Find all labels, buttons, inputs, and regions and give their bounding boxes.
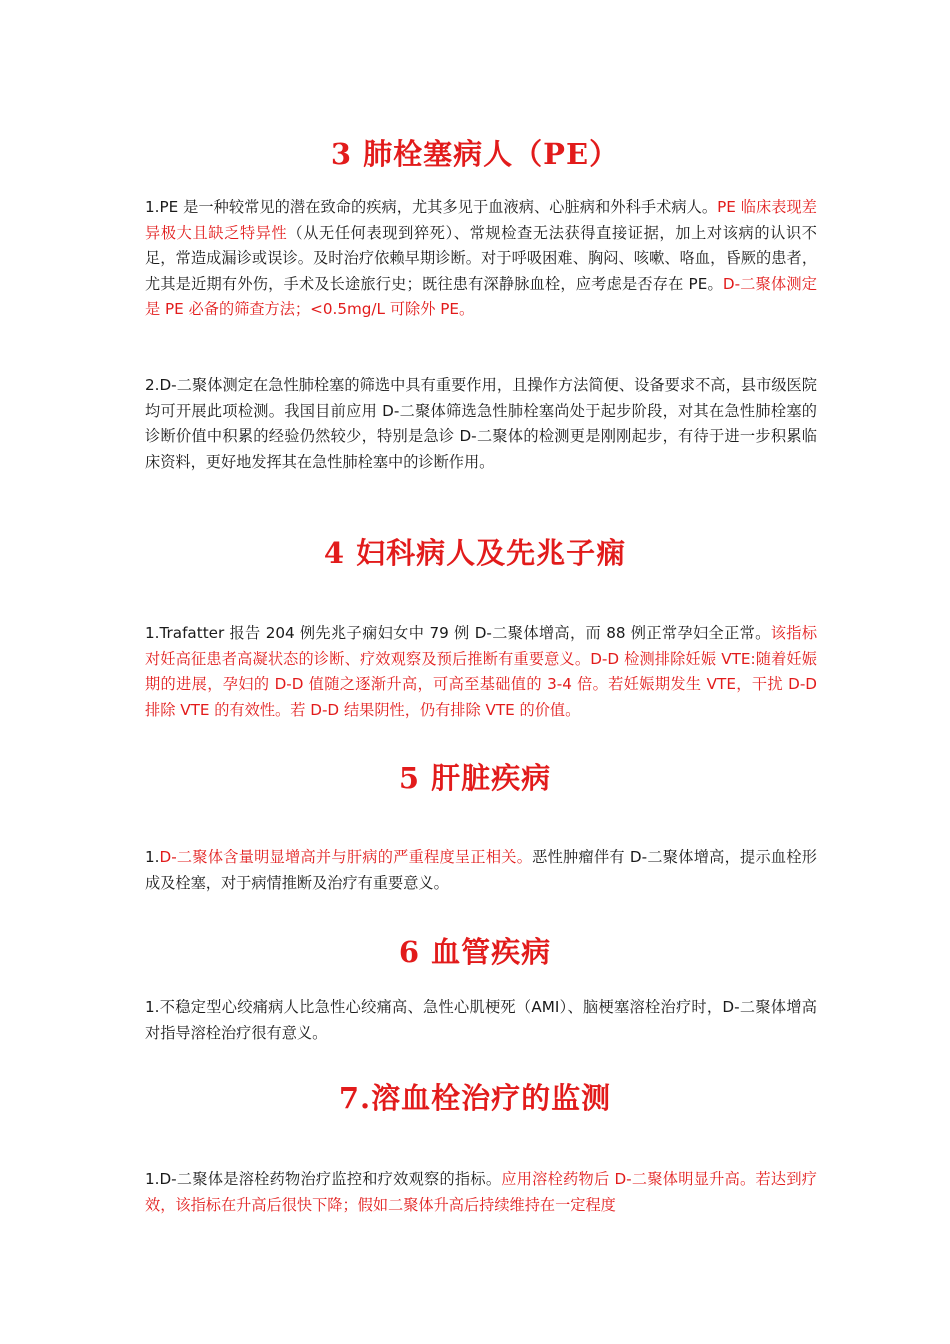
paragraph-thrombolysis-1 (145, 1167, 817, 1218)
text-run: 1.Trafatter 报告 204 例先兆子痫妇女中 79 例 D-二聚体增高，而 88 例正常孕妇全正常。 (145, 624, 771, 642)
highlight-text: D-二聚体测定是 PE 必备的筛查方法；<0.5mg/L 可除外 PE。 (145, 274, 817, 319)
paragraph-gynecology-1 (145, 621, 817, 723)
text-run: 1. (145, 848, 160, 866)
text-run: 1.不稳定型心绞痛病人比急性心绞痛高、急性心肌梗死（AMI）、脑梗塞溶栓治疗时，D-二聚体增高对指导溶栓治疗很有意义。 (145, 998, 817, 1042)
section-heading-vascular: 6 血管疾病 (398, 935, 552, 969)
section-heading-gynecology: 4 妇科病人及先兆子痫 (323, 536, 627, 570)
highlight-text: 该指标对妊高征患者高凝状态的诊断、疗效观察及预后推断有重要意义。D-D 检测排除妊娠 VTE:随着妊娠期的进展，孕妇的 D-D 值随之逐渐升高，可高至基础值的 3-4 倍。若妊娠期发生 VTE，干扰 D-D 排除 VTE 的有效性。若 D-D 结果阴性，仍有排除 VTE 的价值。 (145, 624, 818, 719)
section-heading-pe: 3 肺栓塞病人（PE） (330, 137, 620, 171)
section-heading-liver: 5 肝脏疾病 (398, 761, 552, 795)
text-run: 恶性肿瘤伴有 D-二聚体增高，提示血栓形成及栓塞，对于病情推断及治疗有重要意义。 (145, 848, 817, 892)
text-run: 1.D-二聚体是溶栓药物治疗监控和疗效观察的指标。 (145, 1170, 502, 1188)
section-heading-thrombolysis: 7.溶血栓治疗的监测 (338, 1081, 612, 1115)
paragraph-vascular-1 (145, 995, 817, 1046)
text-run: 1.PE 是一种较常见的潜在致命的疾病，尤其多见于血液病、心脏病和外科手术病人。 (145, 198, 718, 216)
paragraph-liver-1 (145, 845, 817, 896)
paragraph-pe-2 (145, 373, 817, 475)
highlight-text: 应用溶栓药物后 D-二聚体明显升高。若达到疗效，该指标在升高后很快下降；假如二聚体升高后持续维持在一定程度 (145, 1170, 817, 1214)
highlight-text: D-二聚体含量明显增高并与肝病的严重程度呈正相关。 (159, 848, 533, 866)
text-run: （从无任何表现到猝死）、常规检查无法获得直接证据，加上对该病的认识不足，常造成漏诊或误诊。及时治疗依赖早期诊断。对于呼吸困难、胸闷、咳嗽、咯血，昏厥的患者，尤其是近期有外伤，手术及长途旅行史；既往患有深静脉血栓，应考虑是否存在 PE。 (145, 223, 817, 293)
highlight-text: PE 临床表现差异极大且缺乏特异性 (145, 198, 817, 242)
text-run: 2.D-二聚体测定在急性肺栓塞的筛选中具有重要作用，且操作方法简便、设备要求不高，县市级医院均可开展此项检测。我国目前应用 D-二聚体筛选急性肺栓塞尚处于起步阶段，对其在急性肺栓塞的诊断价值中积累的经验仍然较少，特别是急诊 D-二聚体的检测更是刚刚起步，有待于进一步积累临床资料，更好地发挥其在急性肺栓塞中的诊断作用。 (145, 376, 817, 471)
paragraph-pe-1 (145, 195, 817, 323)
